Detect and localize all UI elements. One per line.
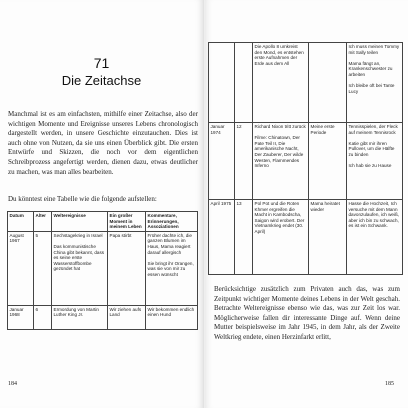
table-cell: 6 [34,305,52,329]
body-paragraph: Berücksichtige zusätzlich zum Privaten auch das, was zum Zeitpunkt wichtiger Momente deines Lebens in der Welt geschah. Betrachte Weltereignisse ebenso wie das, was zur Zeit los war. Möglicherweise fallen dir interessante Dinge auf. Wenn deine Mutter beispielsweise im Jahr 1945, in dem Jahr, als der Zweite Weltkrieg endete, einen Herzinfarkt erlitt, [214,285,400,341]
table-cell: 13 [235,200,253,275]
table-cell: Hasse die Hochzeit, Ich versuche mit dem Mann davonzulaufen, ich weiß, aber ich bin zu schwach, es ist ein Schwank. [347,200,403,275]
header-cell: Weltereignisse [52,212,108,232]
timeline-table-continued [208,42,403,275]
header-cell: Kommentare, Erinnerungen, Assoziationen [146,212,198,232]
table-row [209,200,403,275]
header-cell: Ein großer Moment in meinem Leben [108,212,146,232]
table-cell: Papa stirbt [108,231,146,305]
page-number: 185 [385,381,394,387]
table-cell: Richard Nixon tritt zurück Filme: Chinatown, Der Pate Teil II, Die amerikanische Nacht, Der Zauberer, Der wilde Westen, Flammendes Inferno [253,123,309,200]
table-row [209,123,403,200]
table-cell: 5 [34,231,52,305]
table-cell: April 1975 [209,200,235,275]
table-cell: Ich muss meinen Tommy mit Sally teilen Mama fängt an, Krankenschwester zu arbeiten Ich bleibe oft bei Tante Lucy [347,43,403,123]
chapter-number: 71 [93,55,110,71]
table-cell: Sechstagekrieg in Israel Das kommunistische China gibt bekannt, dass es seine erste Wasserstoffbombe gezündet hat [52,231,108,305]
left-page [0,0,203,408]
table-cell: Meine erste Periode [309,123,347,200]
timeline-table [7,211,198,330]
table-cell [309,43,347,123]
header-cell: Datum [8,212,34,232]
intro-paragraph: Manchmal ist es am einfachsten, mithilfe einer Zeitachse, also der wichtigen Momente und Ereignisse unseres Lebens chronologisch dargestellt werden, in unsere Geschichte einzutauchen. Dies ist auch ohne von Nutzen, da sie uns einen Überblick gibt. Die ersten Entwürfe und Skizzen, die noch vor dem eigentlichen Schreibprozess angefertigt werden, dienen dazu, etwas deutlicher zu machen, was man alles bearbeiten. [8,110,198,176]
table-cell: Pol Pot und die Roten Khmer ergreifen die Macht in Kambodscha, Saigon wird erobert. Der Vietnamkrieg endet (30. April) [253,200,309,275]
table-intro-paragraph: Du könntest eine Tabelle wie die folgende aufstellen: [8,195,157,203]
table-cell [235,43,253,123]
table-cell: August 1967 [8,231,34,305]
table-cell [209,43,235,123]
table-row [8,231,198,305]
table-row [8,305,198,329]
table-cell: Wir bekommen endlich einen Hund [146,305,198,329]
table-cell: Januar 1968 [8,305,34,329]
chapter-title: Die Zeitachse [61,73,142,88]
table-cell: Wir ziehen aufs Land [108,305,146,329]
table-cell: Die Apollo 8 umkreist den Mond, es entstehen erste Aufnahmen der Erde aus dem All [253,43,309,123]
table-cell: Mama heiratet wieder [309,200,347,275]
table-cell: 12 [235,123,253,200]
table-cell: Tennisspielen, der Fleck auf meinem Tennisrock Katie gibt mir ihren Pullover, um die Hälfte zu binden Ich hab sie zu Hause [347,123,403,200]
table-row [209,43,403,123]
table-cell: Früher dachte ich, die ganzen Blumen im Haus, Mama reagiert darauf allergisch Sie bringt ihr Orangen, was sie von mir zu essen wünscht [146,231,198,305]
table-header-row [8,212,198,232]
page-number: 184 [8,381,17,387]
table-cell: Januar 1974 [209,123,235,200]
table-cell: Ermordung von Martin Luther King Jr. [52,305,108,329]
header-cell: Alter [34,212,52,232]
